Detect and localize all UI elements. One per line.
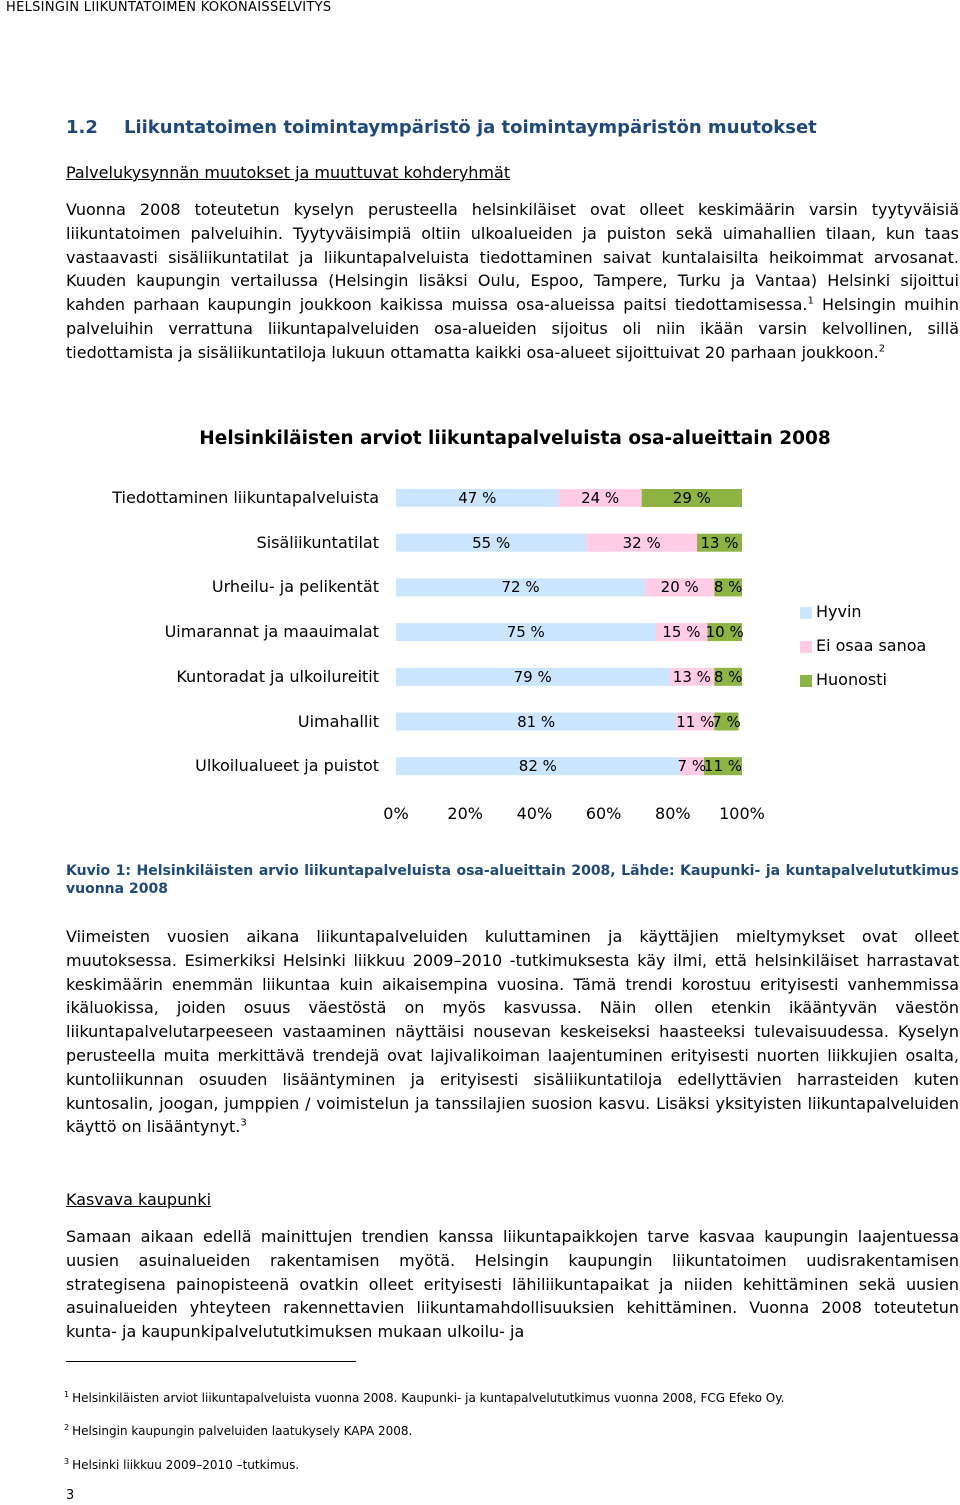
category-label-uimahallit: Uimahallit: [297, 711, 379, 731]
footnote-ref-3: 3: [240, 1118, 247, 1130]
page-number: 3: [66, 1488, 75, 1503]
x-tick-label: 0%: [383, 804, 409, 823]
data-label-huonosti-kuntoradat-ja-ulkoilureitit: 8 %: [713, 667, 743, 686]
paragraph-1-text-b: Helsingin muihin palveluihin verrattuna liikuntapalveluiden osa-alueiden sijoitus oli niin ikään varsin kelvollinen, sillä tiedottamista ja sisäliikuntatiloja lukuun ottamatta kaikki osa-alueet sijoittuivat 20 parhaan joukkoon.: [66, 295, 959, 362]
footnote-2-number: 2: [64, 1423, 70, 1432]
data-label-ei-osaa-sanoa-sisäliikuntatilat: 32 %: [622, 533, 661, 552]
data-label-ei-osaa-sanoa-urheilu-ja-pelikentät: 20 %: [660, 578, 699, 597]
data-label-hyvin-urheilu-ja-pelikentät: 72 %: [501, 578, 540, 597]
x-tick-label: 20%: [447, 804, 483, 823]
data-label-hyvin-tiedottaminen-liikuntapalveluista: 47 %: [458, 489, 497, 507]
section-title: Liikuntatoimen toimintaympäristö ja toimintaympäristön muutokset: [124, 117, 817, 138]
x-tick-label: 100%: [719, 804, 765, 823]
chart-title: Helsinkiläisten arviot liikuntapalveluista osa-alueittain 2008: [199, 428, 831, 449]
data-label-huonosti-sisäliikuntatilat: 13 %: [700, 533, 739, 552]
data-label-ei-osaa-sanoa-tiedottaminen-liikuntapalveluista: 24 %: [581, 489, 620, 507]
legend-swatch-hyvin: [800, 607, 812, 619]
legend-label-huonosti: Huonosti: [816, 670, 887, 689]
category-label-urheilu-ja-pelikentät: Urheilu- ja pelikentät: [211, 577, 379, 597]
footnote-3-text: Helsinki liikkuu 2009–2010 –tutkimus.: [72, 1458, 300, 1472]
section-number: 1.2: [66, 117, 98, 138]
data-label-hyvin-uimahallit: 81 %: [517, 712, 556, 731]
data-label-hyvin-uimarannat-ja-maauimalat: 75 %: [506, 623, 545, 642]
category-label-ulkoilualueet-ja-puistot: Ulkoilualueet ja puistot: [195, 756, 379, 776]
footnote-ref-1: 1: [807, 295, 814, 307]
paragraph-1-text-a: Vuonna 2008 toteutetun kyselyn perusteella helsinkiläiset ovat olleet keskimäärin varsin tyytyväisiä liikuntatoimen palveluihin. Tyytyväisimpiä oltiin ulkoalueiden ja puiston sekä uimahallien tilaan, kun taas vastaavasti sisäliikuntatilat ja liikuntapalveluista tiedottaminen saivat kuntalaisilta heikoimmat arvosanat. Kuuden kaupungin vertailussa (Helsingin lisäksi Oulu, Espoo, Tampere, Turku ja Vantaa) Helsinki sijoittui kahden parhaan kaupungin joukkoon kaikissa muissa osa-alueissa paitsi tiedottamisessa.: [66, 200, 959, 315]
x-tick-label: 60%: [585, 804, 622, 823]
running-header: HELSINGIN LIIKUNTATOIMEN KOKONAISSELVITYS: [6, 0, 332, 15]
footnote-ref-2: 2: [878, 343, 886, 355]
data-label-huonosti-uimahallit: 7 %: [712, 712, 741, 731]
category-label-sisäliikuntatilat: Sisäliikuntatilat: [256, 532, 379, 552]
data-label-hyvin-sisäliikuntatilat: 55 %: [472, 533, 511, 552]
paragraph-2: [66, 925, 959, 1139]
footnote-1-number: 1: [64, 1390, 70, 1399]
data-label-ei-osaa-sanoa-uimahallit: 11 %: [676, 712, 715, 731]
data-label-huonosti-urheilu-ja-pelikentät: 8 %: [713, 578, 743, 597]
footnote-separator: [66, 1361, 356, 1362]
category-label-tiedottaminen-liikuntapalveluista: Tiedottaminen liikuntapalveluista: [112, 488, 379, 507]
footnote-1: [64, 1390, 784, 1405]
category-label-uimarannat-ja-maauimalat: Uimarannat ja maauimalat: [164, 622, 379, 642]
paragraph-3: Samaan aikaan edellä mainittujen trendien kanssa liikuntapaikkojen tarve kasvaa kaupungin laajentuessa uusien asuinalueiden rakentamisen myötä. Helsingin kaupungin liikuntatoimen uudisrakentamisen strategisena painopisteenä ovatkin olleet erityisesti lähiliikuntapaikat ja niiden kehittäminen sekä uusien asuinalueiden yhteyteen rakennettavien liikuntamahdollisuuksien kehittäminen. Vuonna 2008 toteutetun kunta- ja kaupunkipalvelututkimuksen mukaan ulkoilu- ja: [66, 1227, 959, 1342]
data-label-hyvin-kuntoradat-ja-ulkoilureitit: 79 %: [513, 667, 552, 686]
data-label-ei-osaa-sanoa-kuntoradat-ja-ulkoilureitit: 13 %: [672, 667, 711, 686]
footnote-1-text: Helsinkiläisten arviot liikuntapalveluista vuonna 2008. Kaupunki- ja kuntapalvelututkimus vuonna 2008, FCG Efeko Oy.: [72, 1391, 785, 1405]
data-label-hyvin-ulkoilualueet-ja-puistot: 82 %: [518, 757, 557, 776]
data-label-huonosti-uimarannat-ja-maauimalat: 10 %: [705, 623, 744, 642]
footnote-3: [64, 1457, 299, 1472]
legend-label-ei-osaa-sanoa: Ei osaa sanoa: [816, 636, 927, 655]
data-label-ei-osaa-sanoa-uimarannat-ja-maauimalat: 15 %: [662, 623, 701, 642]
footnote-2-text: Helsingin kaupungin palveluiden laatukysely KAPA 2008.: [72, 1424, 413, 1438]
legend-swatch-ei-osaa-sanoa: [800, 641, 812, 653]
subsection-heading-1: Palvelukysynnän muutokset ja muuttuvat kohderyhmät: [66, 163, 511, 182]
data-label-huonosti-ulkoilualueet-ja-puistot: 11 %: [703, 757, 743, 776]
legend-label-hyvin: Hyvin: [816, 602, 862, 621]
subsection-heading-2: Kasvava kaupunki: [66, 1190, 212, 1209]
category-label-kuntoradat-ja-ulkoilureitit: Kuntoradat ja ulkoilureitit: [176, 666, 379, 686]
footnote-3-number: 3: [64, 1457, 70, 1466]
data-label-ei-osaa-sanoa-ulkoilualueet-ja-puistot: 7 %: [677, 757, 707, 776]
data-label-huonosti-tiedottaminen-liikuntapalveluista: 29 %: [672, 489, 711, 507]
figure-caption: Kuvio 1: Helsinkiläisten arvio liikuntapalveluista osa-alueittain 2008, Lähde: Kaupunki- ja kuntapalvelututkimus vuonna 2008: [66, 863, 959, 897]
x-tick-label: 80%: [655, 804, 691, 823]
x-tick-label: 40%: [516, 804, 553, 823]
legend-swatch-huonosti: [800, 675, 812, 687]
paragraph-2-text: Viimeisten vuosien aikana liikuntapalveluiden kuluttaminen ja käyttäjien mieltymykset ovat olleet muutoksessa. Esimerkiksi Helsinki liikkuu 2009–2010 -tutkimuksesta käy ilmi, että helsinkiläiset harrastavat keskimäärin enemmän liikuntaa kuin aikaisempina vuosina. Tämä trendi korostuu erityisesti vanhemmissa ikäluokissa, joiden osuus väestöstä on myös kasvussa. Näin ollen etenkin ikääntyvän väestön liikuntapalvelutarpeeseen vastaaminen näyttäisi nousevan keskeiseksi haasteeksi tulevaisuudessa. Kyselyn perusteella muita merkittävä trendejä ovat lajivalikoiman laajentuminen erityisesti nuorten liikkujien osalta, kuntoliikunnan osuuden lisääntyminen ja erityisesti sisäliikuntatiloja edellyttävien harrasteiden kuten kuntosalin, joogan, jumppien / voimistelun ja tanssilajien suosion kasvu. Lisäksi yksityisten liikuntapalveluiden käyttö on lisääntynyt.: [66, 927, 959, 1137]
footnote-2: [64, 1423, 412, 1438]
